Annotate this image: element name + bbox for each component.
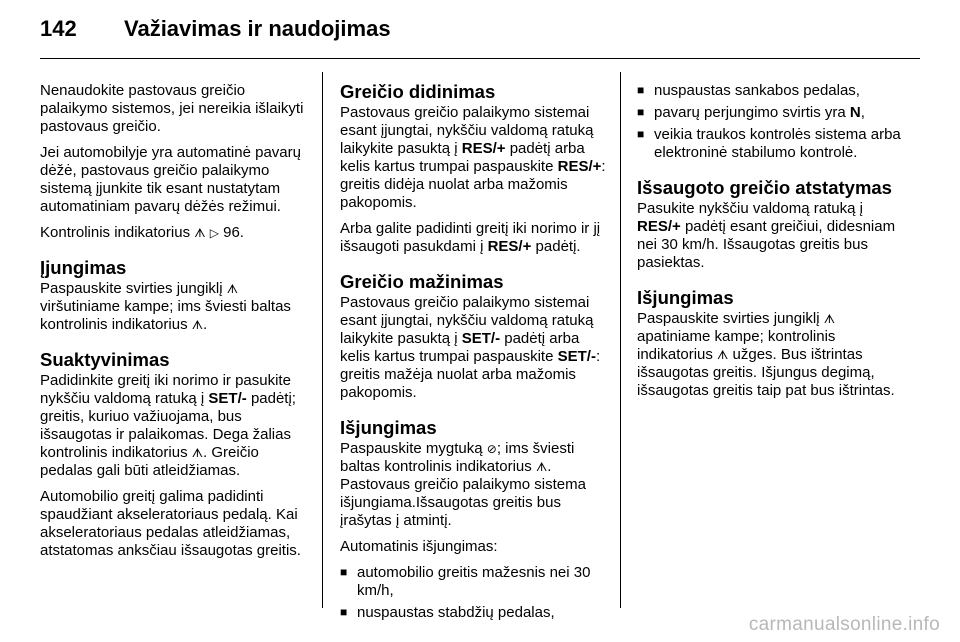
watermark: carmanualsonline.info (748, 614, 940, 635)
list-item: ■ veikia traukos kontrolės sistema arba elektroninė stabilumo kontrolė. (637, 126, 903, 162)
paragraph: Pastovaus greičio palaikymo sistemai esant įjungtai, nykščiu valdomą ratuką laikykite pasuktą į SET/- padėtį arba kelis kartus trumpai paspauskite SET/-: greitis mažėja nuolat arba mažomis pakopomis. (340, 294, 601, 401)
page-reference-icon: ▷ (209, 226, 219, 240)
section-heading: Greičio didinimas (340, 81, 496, 102)
section-heading: Suaktyvinimas (40, 349, 170, 370)
paragraph: Paspauskite svirties jungiklį ᗑ apatiniame kampe; kontrolinis indikatorius ᗑ užges. Bus ištrintas išsaugotas greitis. Išjungus degimą, išsaugotas greitis taip pat bus ištrintas. (637, 310, 895, 399)
column-divider (322, 72, 323, 608)
paragraph: Automatinis išjungimas: (340, 538, 498, 555)
paragraph: Padidinkite greitį iki norimo ir pasukite nykščiu valdomą ratuką į SET/- padėtį; greitis, kuriuo važiuojama, bus išsaugotas ir palaikomas. Dega žalias kontrolinis indikatorius ᗑ. Greičio pedalas gali būti atleidžiamas. (40, 372, 296, 479)
cruise-control-icon: ᗑ (823, 312, 836, 326)
section-heading: Išsaugoto greičio atstatymas (637, 177, 892, 198)
column-divider (620, 72, 621, 608)
paragraph: Pastovaus greičio palaikymo sistemai esant įjungtai, nykščiu valdomą ratuką laikykite pasuktą į RES/+ padėtį arba kelis kartus trumpai paspauskite RES/+: greitis didėja nuolat arba mažomis pakopomis. (340, 104, 606, 211)
section-heading: Išjungimas (340, 417, 437, 438)
paragraph: Pasukite nykščiu valdomą ratuką į RES/+ padėtį esant greičiui, didesniam nei 30 km/h. Išsaugotas greitis bus pasiektas. (637, 200, 896, 271)
cruise-control-icon: ᗑ (226, 282, 239, 296)
cruise-control-icon: ᗑ (191, 318, 204, 332)
column-2 (340, 82, 606, 626)
paragraph: Pastovaus greičio palaikymo sistema išjungiama.Išsaugotas greitis bus įrašytas į atmintį. (340, 476, 586, 529)
section-heading: Greičio mažinimas (340, 271, 504, 292)
bullet-list (340, 564, 606, 622)
list-item: ■ automobilio greitis mažesnis nei 30 km/h, (340, 564, 606, 600)
cruise-control-icon: ᗑ (194, 226, 206, 240)
column-1 (40, 82, 306, 568)
cruise-control-icon: ᗑ (191, 446, 204, 460)
page-number: 142 (40, 16, 77, 41)
paragraph: Arba galite padidinti greitį iki norimo ir jį išsaugoti pasukdami į RES/+ padėtį. (340, 220, 601, 255)
cruise-control-icon: ᗑ (535, 460, 548, 474)
list-item: ■ pavarų perjungimo svirtis yra N, (637, 104, 903, 122)
list-item: ■ nuspaustas sankabos pedalas, (637, 82, 903, 100)
cruise-control-icon: ᗑ (717, 348, 729, 362)
bullet-list (637, 82, 903, 162)
column-3 (637, 82, 903, 408)
header-rule (40, 58, 920, 59)
paragraph: Paspauskite svirties jungiklį ᗑ viršutiniame kampe; ims šviesti baltas kontrolinis indikatorius ᗑ. (40, 280, 291, 333)
cancel-button-icon: ⊘ (486, 442, 497, 456)
paragraph: Nenaudokite pastovaus greičio palaikymo sistemos, jei nereikia išlaikyti pastovaus greičio. (40, 82, 304, 135)
paragraph: Paspauskite mygtuką ⊘; ims šviesti baltas kontrolinis indikatorius ᗑ. (340, 440, 575, 475)
chapter-title: Važiavimas ir naudojimas (124, 16, 391, 41)
page-header (40, 16, 391, 48)
paragraph: Kontrolinis indikatorius ᗑ ▷ 96. (40, 224, 244, 241)
section-heading: Išjungimas (637, 287, 734, 308)
paragraph: Jei automobilyje yra automatinė pavarų dėžė, pastovaus greičio palaikymo sistemą įjunkite tik esant nustatytam automatiniam pavarų dėžės režimui. (40, 144, 301, 215)
section-heading: Įjungimas (40, 257, 127, 278)
paragraph: Automobilio greitį galima padidinti spaudžiant akseleratoriaus pedalą. Kai akseleratoriaus pedalas atleidžiamas, atstatomas anksčiau išsaugotas greitis. (40, 488, 301, 559)
list-item: ■ nuspaustas stabdžių pedalas, (340, 604, 606, 622)
